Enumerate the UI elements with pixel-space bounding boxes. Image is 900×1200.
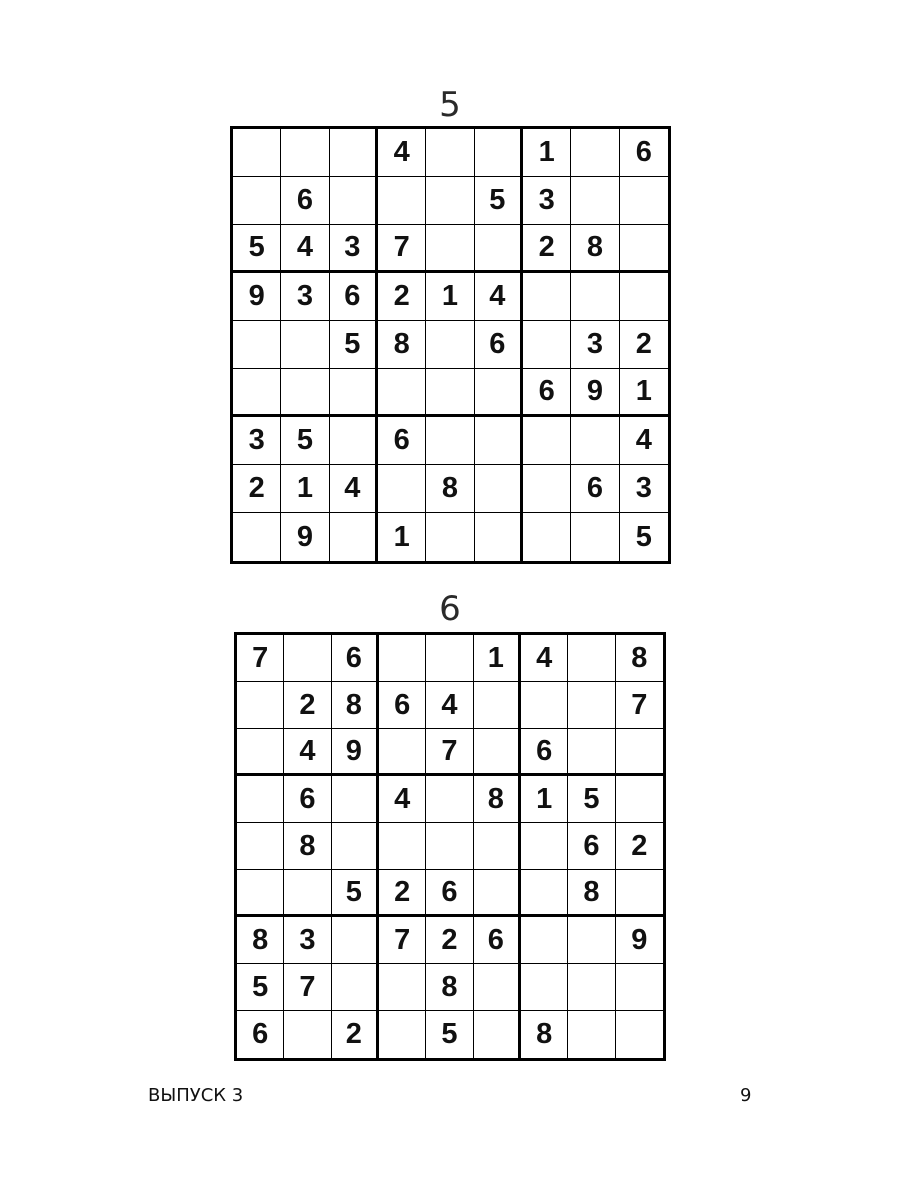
sudoku-cell[interactable]: 1 <box>426 273 474 321</box>
sudoku-cell[interactable] <box>233 369 281 417</box>
sudoku-cell[interactable] <box>426 129 474 177</box>
sudoku-grid-6 <box>234 632 666 1061</box>
sudoku-cell[interactable] <box>475 129 523 177</box>
sudoku-cell[interactable]: 2 <box>284 682 331 729</box>
sudoku-cell[interactable]: 7 <box>237 635 284 682</box>
sudoku-cell[interactable] <box>523 417 571 465</box>
sudoku-cell[interactable] <box>332 776 379 823</box>
sudoku-cell[interactable]: 2 <box>616 823 663 870</box>
sudoku-cell[interactable] <box>523 321 571 369</box>
sudoku-cell[interactable] <box>378 369 426 417</box>
sudoku-cell[interactable]: 3 <box>281 273 329 321</box>
sudoku-cell[interactable]: 2 <box>233 465 281 513</box>
sudoku-cell[interactable]: 1 <box>474 635 521 682</box>
sudoku-cell[interactable] <box>521 917 568 964</box>
sudoku-cell[interactable] <box>332 917 379 964</box>
sudoku-cell[interactable] <box>330 177 378 225</box>
sudoku-cell[interactable]: 2 <box>620 321 668 369</box>
sudoku-cell[interactable] <box>426 513 474 561</box>
sudoku-cell[interactable]: 8 <box>378 321 426 369</box>
sudoku-cell[interactable]: 6 <box>620 129 668 177</box>
sudoku-cell[interactable]: 3 <box>620 465 668 513</box>
issue-label: ВЫПУСК 3 <box>148 1085 244 1106</box>
sudoku-cell[interactable]: 1 <box>620 369 668 417</box>
sudoku-cell[interactable]: 4 <box>330 465 378 513</box>
sudoku-cell[interactable] <box>426 369 474 417</box>
sudoku-cell[interactable] <box>568 682 615 729</box>
sudoku-cell[interactable] <box>426 225 474 273</box>
sudoku-cell[interactable]: 8 <box>571 225 619 273</box>
sudoku-cell[interactable]: 5 <box>237 964 284 1011</box>
sudoku-cell[interactable] <box>571 177 619 225</box>
sudoku-cell[interactable] <box>426 635 473 682</box>
sudoku-cell[interactable]: 1 <box>281 465 329 513</box>
sudoku-cell[interactable] <box>523 273 571 321</box>
sudoku-cell[interactable]: 8 <box>521 1011 568 1058</box>
sudoku-cell[interactable] <box>620 177 668 225</box>
sudoku-cell[interactable]: 5 <box>332 870 379 917</box>
sudoku-cell[interactable] <box>568 1011 615 1058</box>
sudoku-cell[interactable]: 8 <box>474 776 521 823</box>
sudoku-cell[interactable] <box>426 321 474 369</box>
sudoku-cell[interactable]: 7 <box>379 917 426 964</box>
sudoku-cell[interactable]: 6 <box>523 369 571 417</box>
sudoku-cell[interactable] <box>281 321 329 369</box>
sudoku-cell[interactable] <box>474 1011 521 1058</box>
sudoku-cell[interactable]: 3 <box>330 225 378 273</box>
sudoku-cell[interactable] <box>332 823 379 870</box>
sudoku-cell[interactable]: 9 <box>332 729 379 776</box>
sudoku-cell[interactable] <box>521 870 568 917</box>
sudoku-cell[interactable]: 4 <box>284 729 331 776</box>
sudoku-cell[interactable]: 5 <box>233 225 281 273</box>
sudoku-cell[interactable]: 5 <box>426 1011 473 1058</box>
sudoku-cell[interactable]: 5 <box>330 321 378 369</box>
sudoku-cell[interactable] <box>379 1011 426 1058</box>
sudoku-cell[interactable] <box>521 682 568 729</box>
sudoku-cell[interactable]: 7 <box>426 729 473 776</box>
sudoku-cell[interactable]: 7 <box>284 964 331 1011</box>
sudoku-cell[interactable] <box>233 129 281 177</box>
sudoku-cell[interactable] <box>237 776 284 823</box>
sudoku-cell[interactable]: 1 <box>521 776 568 823</box>
sudoku-cell[interactable]: 4 <box>379 776 426 823</box>
sudoku-cell[interactable] <box>281 129 329 177</box>
sudoku-cell[interactable]: 8 <box>568 870 615 917</box>
sudoku-cell[interactable] <box>426 177 474 225</box>
sudoku-cell[interactable]: 2 <box>426 917 473 964</box>
sudoku-cell[interactable] <box>571 513 619 561</box>
sudoku-cell[interactable]: 2 <box>379 870 426 917</box>
sudoku-cell[interactable] <box>475 513 523 561</box>
puzzle-5-title: 5 <box>439 85 461 125</box>
sudoku-cell[interactable] <box>237 823 284 870</box>
sudoku-cell[interactable]: 5 <box>475 177 523 225</box>
sudoku-cell[interactable] <box>620 273 668 321</box>
sudoku-cell[interactable] <box>379 635 426 682</box>
sudoku-cell[interactable] <box>332 964 379 1011</box>
sudoku-cell[interactable]: 6 <box>237 1011 284 1058</box>
sudoku-cell[interactable] <box>233 177 281 225</box>
sudoku-cell[interactable]: 6 <box>475 321 523 369</box>
sudoku-cell[interactable] <box>330 417 378 465</box>
sudoku-cell[interactable] <box>475 417 523 465</box>
sudoku-cell[interactable]: 6 <box>379 682 426 729</box>
sudoku-cell[interactable] <box>426 417 474 465</box>
sudoku-cell[interactable]: 9 <box>571 369 619 417</box>
sudoku-cell[interactable]: 2 <box>332 1011 379 1058</box>
sudoku-cell[interactable]: 4 <box>475 273 523 321</box>
sudoku-cell[interactable]: 3 <box>284 917 331 964</box>
sudoku-cell[interactable]: 2 <box>378 273 426 321</box>
sudoku-cell[interactable] <box>523 465 571 513</box>
sudoku-cell[interactable] <box>616 729 663 776</box>
sudoku-cell[interactable] <box>475 465 523 513</box>
sudoku-cell[interactable]: 8 <box>426 465 474 513</box>
sudoku-cell[interactable]: 3 <box>571 321 619 369</box>
sudoku-cell[interactable]: 6 <box>426 870 473 917</box>
sudoku-cell[interactable]: 5 <box>568 776 615 823</box>
sudoku-cell[interactable] <box>521 964 568 1011</box>
sudoku-cell[interactable]: 6 <box>281 177 329 225</box>
sudoku-cell[interactable] <box>568 635 615 682</box>
sudoku-cell[interactable]: 5 <box>635 520 652 553</box>
sudoku-cell[interactable] <box>568 964 615 1011</box>
sudoku-cell[interactable]: 7 <box>378 225 426 273</box>
sudoku-grid-5 <box>230 126 671 564</box>
sudoku-cell[interactable]: 8 <box>237 917 284 964</box>
sudoku-cell[interactable]: 6 <box>571 465 619 513</box>
sudoku-cell[interactable] <box>284 1011 331 1058</box>
sudoku-cell[interactable]: 5 <box>281 417 329 465</box>
page-number: 9 <box>740 1085 752 1106</box>
sudoku-cell[interactable]: 4 <box>378 129 426 177</box>
sudoku-cell[interactable]: 1 <box>378 513 426 561</box>
sudoku-cell[interactable] <box>378 465 426 513</box>
sudoku-cell[interactable] <box>426 776 473 823</box>
sudoku-cell[interactable] <box>571 273 619 321</box>
sudoku-cell[interactable] <box>568 729 615 776</box>
sudoku-cell[interactable] <box>233 513 281 561</box>
sudoku-cell[interactable]: 8 <box>426 964 473 1011</box>
sudoku-cell[interactable]: 3 <box>523 177 571 225</box>
sudoku-cell[interactable] <box>616 964 663 1011</box>
sudoku-cell[interactable] <box>237 870 284 917</box>
sudoku-cell[interactable]: 8 <box>332 682 379 729</box>
sudoku-cell[interactable] <box>237 682 284 729</box>
sudoku-cell[interactable] <box>474 823 521 870</box>
sudoku-cell[interactable] <box>284 635 331 682</box>
sudoku-cell[interactable] <box>330 129 378 177</box>
sudoku-cell[interactable]: 9 <box>281 513 329 561</box>
sudoku-cell[interactable] <box>523 513 571 561</box>
sudoku-cell[interactable] <box>233 321 281 369</box>
sudoku-cell[interactable] <box>379 729 426 776</box>
sudoku-cell[interactable] <box>474 729 521 776</box>
sudoku-cell[interactable] <box>330 513 378 561</box>
sudoku-cell[interactable]: 4 <box>521 635 568 682</box>
sudoku-cell[interactable]: 8 <box>284 823 331 870</box>
sudoku-cell[interactable]: 8 <box>616 635 663 682</box>
sudoku-cell[interactable] <box>475 369 523 417</box>
sudoku-cell[interactable] <box>616 870 663 917</box>
sudoku-cell[interactable] <box>379 823 426 870</box>
sudoku-cell[interactable] <box>330 369 378 417</box>
sudoku-cell[interactable]: 2 <box>523 225 571 273</box>
sudoku-cell[interactable] <box>284 870 331 917</box>
sudoku-cell[interactable]: 6 <box>332 635 379 682</box>
sudoku-cell[interactable] <box>475 225 523 273</box>
sudoku-cell[interactable] <box>474 682 521 729</box>
sudoku-cell[interactable] <box>620 225 668 273</box>
sudoku-cell[interactable]: 6 <box>568 823 615 870</box>
sudoku-cell[interactable] <box>378 177 426 225</box>
sudoku-cell[interactable] <box>571 129 619 177</box>
sudoku-cell[interactable]: 6 <box>284 776 331 823</box>
sudoku-cell[interactable]: 3 <box>233 417 281 465</box>
sudoku-cell[interactable] <box>568 917 615 964</box>
sudoku-cell[interactable] <box>616 776 663 823</box>
sudoku-cell[interactable]: 4 <box>620 417 668 465</box>
sudoku-cell[interactable] <box>474 964 521 1011</box>
sudoku-cell[interactable]: 6 <box>474 917 521 964</box>
sudoku-cell[interactable]: 6 <box>378 417 426 465</box>
sudoku-cell[interactable] <box>426 823 473 870</box>
sudoku-cell[interactable] <box>379 964 426 1011</box>
sudoku-cell[interactable] <box>521 823 568 870</box>
sudoku-cell[interactable]: 6 <box>330 273 378 321</box>
sudoku-cell[interactable]: 1 <box>523 129 571 177</box>
sudoku-cell[interactable]: 4 <box>281 225 329 273</box>
sudoku-cell[interactable] <box>616 1011 663 1058</box>
sudoku-cell[interactable] <box>281 369 329 417</box>
sudoku-cell[interactable] <box>474 870 521 917</box>
puzzle-6-title: 6 <box>439 589 461 629</box>
sudoku-cell[interactable]: 4 <box>426 682 473 729</box>
sudoku-cell[interactable]: 7 <box>616 682 663 729</box>
sudoku-cell[interactable]: 9 <box>616 917 663 964</box>
sudoku-cell[interactable] <box>571 417 619 465</box>
sudoku-cell[interactable]: 9 <box>233 273 281 321</box>
sudoku-cell[interactable] <box>237 729 284 776</box>
sudoku-cell[interactable]: 6 <box>521 729 568 776</box>
